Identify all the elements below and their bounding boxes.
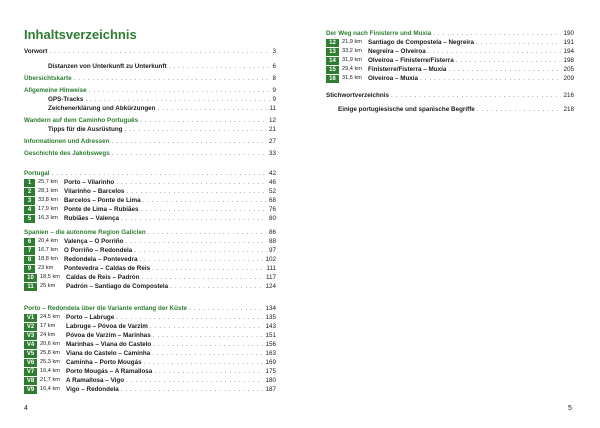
stage-title: Vilarinho – Barcelos — [64, 188, 125, 195]
stage-title: Porto Mougás – A Ramallosa — [66, 368, 153, 375]
toc-entry-page: 9 — [272, 96, 276, 103]
stage-distance: 16,3 km — [38, 215, 58, 221]
leader-dots — [126, 376, 263, 385]
leader-dots — [126, 187, 267, 196]
stage-number-badge: V6 — [24, 359, 37, 367]
stage-title: Rubiães – Valença — [64, 215, 119, 222]
stage-number-badge: V2 — [24, 323, 37, 331]
toc-entry[interactable] — [24, 47, 276, 56]
stage-row[interactable] — [24, 367, 276, 376]
stage-page: 117 — [265, 274, 276, 281]
stage-page: 76 — [268, 206, 276, 213]
stage-row[interactable] — [24, 273, 276, 282]
toc-entry-page: 11 — [269, 105, 276, 112]
stage-title: Vigo – Redondela — [66, 386, 119, 393]
leader-dots — [189, 304, 263, 313]
page-number: 5 — [568, 405, 572, 412]
stage-distance: 28,1 km — [38, 188, 58, 194]
stage-row[interactable] — [24, 237, 276, 246]
leader-dots — [150, 322, 264, 331]
stage-number-badge: V9 — [24, 386, 37, 394]
stage-title: Póvoa de Varzim – Marinhas — [66, 332, 151, 339]
stage-number-badge: 10 — [24, 274, 37, 282]
stage-row[interactable] — [24, 246, 276, 255]
stage-row[interactable] — [24, 214, 276, 223]
leader-dots — [111, 137, 267, 146]
leader-dots — [139, 255, 263, 264]
section-heading[interactable] — [24, 304, 276, 313]
leader-dots — [152, 349, 263, 358]
leader-dots — [456, 56, 562, 65]
stage-distance: 24,5 km — [40, 314, 60, 320]
toc-entry-title: Einige portugiesische und spanische Begriffe — [338, 106, 475, 113]
stage-title: Negreira – Olveiroa — [368, 48, 426, 55]
stage-page: 102 — [265, 256, 276, 263]
leader-dots — [144, 358, 264, 367]
toc-entry-title: Zeichenerklärung und Abkürzungen — [48, 105, 156, 112]
stage-number-badge: 6 — [24, 238, 35, 246]
leader-dots — [89, 86, 271, 95]
stage-title: Redondela – Pontevedra — [64, 256, 138, 263]
leader-dots — [140, 116, 267, 125]
stage-distance: 18,8 km — [38, 256, 58, 262]
stage-page: 97 — [268, 247, 276, 254]
stage-page: 209 — [563, 75, 574, 82]
stage-page: 180 — [265, 377, 276, 384]
stage-page: 194 — [563, 48, 574, 55]
leader-dots — [448, 65, 561, 74]
leader-dots — [143, 196, 267, 205]
stage-number-badge: 7 — [24, 247, 35, 255]
toc-entry-page: 218 — [563, 106, 574, 113]
stage-number-badge: 11 — [24, 283, 37, 291]
leader-dots — [121, 214, 267, 223]
stage-title: Olveiroa – Muxía — [368, 75, 419, 82]
stage-title: Ponte de Lima – Rubiães — [64, 206, 139, 213]
stage-title: Barcelos – Ponte de Lima — [64, 197, 141, 204]
stage-distance: 25,3 km — [40, 359, 60, 365]
stage-distance: 20,4 km — [38, 238, 58, 244]
leader-dots — [141, 205, 267, 214]
stage-number-badge: V8 — [24, 377, 37, 385]
stage-page: 52 — [268, 188, 276, 195]
stage-title: O Porriño – Redondela — [64, 247, 133, 254]
stage-title: Caminha – Porto Mougás — [66, 359, 142, 366]
stage-title: Marinhas – Viana do Castelo — [66, 341, 152, 348]
toc-entry[interactable] — [24, 137, 276, 146]
leader-dots — [420, 74, 561, 83]
stage-row[interactable] — [326, 65, 574, 74]
stage-row[interactable] — [24, 178, 276, 187]
stage-title: Finisterre/Fisterra – Muxía — [368, 66, 447, 73]
leader-dots — [433, 29, 561, 38]
stage-title: Porto – Vilarinho — [64, 179, 115, 186]
leader-dots — [154, 367, 263, 376]
section-title: Der Weg nach Finisterre und Muxía — [326, 30, 432, 37]
stage-number-badge: 4 — [24, 206, 35, 214]
toc-entry[interactable] — [326, 91, 574, 100]
toc-entry-title: Tipps für die Ausrüstung — [48, 126, 123, 133]
leader-dots — [158, 104, 268, 113]
toc-entry[interactable] — [338, 105, 574, 114]
stage-page: 88 — [268, 238, 276, 245]
stage-page: 205 — [563, 66, 574, 73]
stage-number-badge: 5 — [24, 215, 35, 223]
stage-distance: 17 km — [40, 323, 56, 329]
leader-dots — [476, 38, 561, 47]
section-title: Portugal — [24, 170, 50, 177]
stage-number-badge: V7 — [24, 368, 37, 376]
stage-distance: 16,4 km — [40, 386, 60, 392]
leader-dots — [169, 62, 271, 71]
toc-entry-page: 216 — [563, 92, 574, 99]
stage-distance: 29,4 km — [342, 66, 362, 72]
stage-distance: 33,2 km — [342, 48, 362, 54]
leader-dots — [52, 169, 267, 178]
stage-page: 124 — [265, 283, 276, 290]
section-heading[interactable] — [24, 169, 276, 178]
toc-entry-title: Vorwort — [24, 48, 48, 55]
leader-dots — [49, 47, 270, 56]
stage-distance: 23 km — [38, 265, 54, 271]
stage-row[interactable] — [326, 47, 574, 56]
stage-number-badge: V5 — [24, 350, 37, 358]
toc-entry[interactable] — [48, 95, 276, 104]
stage-number-badge: V4 — [24, 341, 37, 349]
stage-number-badge: 2 — [24, 188, 35, 196]
leader-dots — [112, 149, 267, 158]
stage-number-badge: 16 — [326, 75, 339, 83]
toc-entry-title: Geschichte des Jakobswegs — [24, 150, 110, 157]
page-number: 4 — [24, 405, 28, 412]
leader-dots — [134, 246, 267, 255]
leader-dots — [391, 91, 561, 100]
toc-entry-title: Übersichtskarte — [24, 75, 72, 82]
page-title: Inhaltsverzeichnis — [24, 27, 137, 42]
stage-distance: 21,9 km — [342, 39, 362, 45]
stage-number-badge: V1 — [24, 314, 37, 322]
leader-dots — [116, 313, 263, 322]
stage-title: Padrón – Santiago de Compostela — [66, 283, 169, 290]
leader-dots — [142, 273, 264, 282]
stage-page: 156 — [265, 341, 276, 348]
toc-entry-page: 3 — [272, 48, 276, 55]
stage-row[interactable] — [326, 56, 574, 65]
stage-page: 151 — [265, 332, 276, 339]
stage-distance: 20,6 km — [40, 341, 60, 347]
leader-dots — [428, 47, 562, 56]
stage-title: Viana do Castelo – Caminha — [66, 350, 151, 357]
stage-title: Valença – O Porriño — [64, 238, 124, 245]
stage-page: 111 — [266, 265, 276, 272]
stage-page: 198 — [563, 57, 574, 64]
stage-page: 187 — [265, 386, 276, 393]
stage-row[interactable] — [24, 187, 276, 196]
leader-dots — [170, 282, 263, 291]
stage-row[interactable] — [24, 205, 276, 214]
stage-number-badge: 15 — [326, 66, 339, 74]
stage-row[interactable] — [24, 313, 276, 322]
stage-page: 163 — [265, 350, 276, 357]
toc-entry-page: 9 — [272, 87, 276, 94]
stage-distance: 25,8 km — [40, 350, 60, 356]
stage-row[interactable] — [24, 255, 276, 264]
stage-row[interactable] — [24, 349, 276, 358]
stage-title: Olveiroa – Finisterre/Fisterra — [368, 57, 454, 64]
stage-row[interactable] — [326, 74, 574, 83]
toc-entry-title: Wandern auf dem Caminho Português — [24, 117, 139, 124]
toc-entry-page: 27 — [268, 138, 276, 145]
stage-page: 135 — [265, 314, 276, 321]
stage-row[interactable] — [24, 385, 276, 394]
toc-entry-page: 6 — [272, 63, 276, 70]
stage-page: 68 — [268, 197, 276, 204]
leader-dots — [125, 125, 267, 134]
stage-title: A Ramallosa – Vigo — [66, 377, 125, 384]
stage-distance: 16,7 km — [38, 247, 58, 253]
leader-dots — [153, 340, 263, 349]
leader-dots — [148, 228, 267, 237]
leader-dots — [85, 95, 270, 104]
section-heading[interactable] — [326, 29, 574, 38]
stage-title: Pontevedra – Caldas de Reis — [64, 265, 151, 272]
stage-row[interactable] — [24, 196, 276, 205]
toc-entry[interactable] — [24, 116, 276, 125]
stage-row[interactable] — [24, 376, 276, 385]
section-title: Spanien – die autonome Region Galicien — [24, 229, 146, 236]
stage-page: 175 — [265, 368, 276, 375]
stage-distance: 17,9 km — [38, 206, 58, 212]
stage-row[interactable] — [24, 264, 276, 273]
toc-entry-title: Allgemeine Hinweise — [24, 87, 87, 94]
section-page: 190 — [563, 30, 574, 37]
leader-dots — [121, 385, 264, 394]
section-heading[interactable] — [24, 228, 276, 237]
stage-number-badge: 8 — [24, 256, 35, 264]
toc-entry-title: Stichwortverzeichnis — [326, 92, 389, 99]
section-page: 42 — [268, 170, 276, 177]
stage-number-badge: 13 — [326, 48, 339, 56]
stage-distance: 21,7 km — [40, 377, 60, 383]
toc-entry[interactable] — [48, 62, 276, 71]
stage-row[interactable] — [24, 340, 276, 349]
stage-title: Caldas de Reis – Padrón — [66, 274, 140, 281]
stage-page: 46 — [268, 179, 276, 186]
stage-page: 80 — [268, 215, 276, 222]
stage-number-badge: V3 — [24, 332, 37, 340]
toc-entry-page: 8 — [272, 75, 276, 82]
stage-distance: 24 km — [40, 332, 56, 338]
leader-dots — [116, 178, 267, 187]
stage-distance: 25,7 km — [38, 179, 58, 185]
stage-title: Labruge – Póvoa de Varzim — [66, 323, 148, 330]
stage-number-badge: 14 — [326, 57, 339, 65]
section-title: Porto – Redondela über die Variante entlang der Küste — [24, 305, 188, 312]
toc-entry[interactable] — [48, 104, 276, 113]
stage-row[interactable] — [24, 282, 276, 291]
stage-distance: 33,8 km — [38, 197, 58, 203]
stage-distance: 31,5 km — [342, 75, 362, 81]
stage-title: Porto – Labruge — [66, 314, 115, 321]
leader-dots — [477, 105, 562, 114]
stage-title: Santiago de Compostela – Negreira — [368, 39, 475, 46]
stage-number-badge: 12 — [326, 39, 339, 47]
toc-entry-title: Informationen und Adressen — [24, 138, 110, 145]
toc-entry[interactable] — [48, 125, 276, 134]
leader-dots — [152, 264, 264, 273]
toc-entry-page: 33 — [268, 150, 276, 157]
toc-entry-page: 12 — [268, 117, 276, 124]
stage-distance: 18,5 km — [40, 274, 60, 280]
toc-entry[interactable] — [24, 149, 276, 158]
stage-row[interactable] — [24, 322, 276, 331]
stage-page: 169 — [265, 359, 276, 366]
leader-dots — [74, 74, 271, 83]
toc-entry[interactable] — [24, 86, 276, 95]
stage-number-badge: 9 — [24, 265, 35, 273]
stage-number-badge: 3 — [24, 197, 35, 205]
stage-distance: 31,9 km — [342, 57, 362, 63]
toc-entry-page: 21 — [268, 126, 276, 133]
stage-row[interactable] — [24, 358, 276, 367]
stage-row[interactable] — [24, 331, 276, 340]
toc-entry-title: Distanzen von Unterkunft zu Unterkunft — [48, 63, 167, 70]
stage-page: 191 — [563, 39, 574, 46]
leader-dots — [126, 237, 267, 246]
stage-distance: 25 km — [40, 283, 56, 289]
stage-page: 143 — [265, 323, 276, 330]
leader-dots — [153, 331, 264, 340]
stage-row[interactable] — [326, 38, 574, 47]
stage-number-badge: 1 — [24, 179, 35, 187]
toc-entry[interactable] — [24, 74, 276, 83]
stage-distance: 16,4 km — [40, 368, 60, 374]
section-page: 86 — [268, 229, 276, 236]
toc-entry-title: GPS-Tracks — [48, 96, 84, 103]
right-page — [300, 0, 600, 428]
section-page: 134 — [265, 305, 276, 312]
